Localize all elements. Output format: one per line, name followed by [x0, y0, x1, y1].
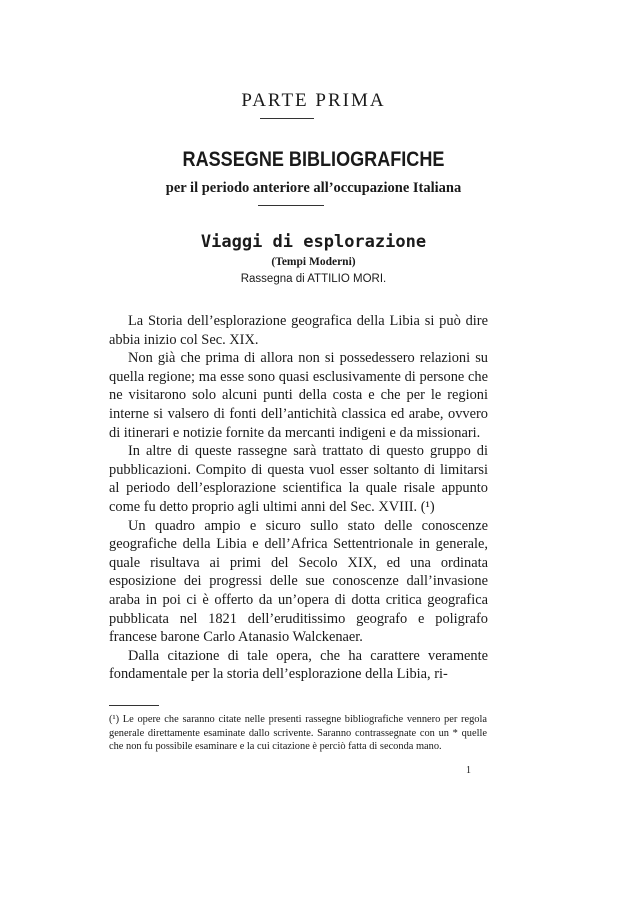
divider-rule: [258, 205, 324, 206]
main-subtitle: per il periodo anteriore all’occupazione Italiana: [165, 180, 462, 196]
part-title: PARTE PRIMA: [241, 90, 386, 111]
body-text: [109, 312, 488, 684]
main-title: RASSEGNE BIBLIOGRAFICHE: [182, 148, 445, 171]
footnote-divider: [109, 705, 159, 706]
paragraph: In altre di queste rassegne sarà trattato di questo gruppo di pubblicazioni. Compito di questa vuol esser soltanto di limitarsi al periodo dell’esplorazione scientifica la quale risale appunto come fu detto proprio agli ultimi anni del Sec. XVIII. (¹): [109, 443, 488, 515]
page-number: 1: [466, 765, 471, 776]
author-line: Rassegna di ATTILIO MORI.: [240, 273, 387, 285]
paragraph: Un quadro ampio e sicuro sullo stato delle conoscenze geografiche della Libia e dell’Africa Settentrionale in generale, quale risultava ai primi del Secolo XIX, ed una ordinata esposizione dei progressi delle sue conoscenze dall’invasione araba in poi ci è offerto da un’opera di dotta critica geografica pubblicata nel 1821 dell’eruditissimo geografo e poligrafo francese barone Carlo Atanasio Walckenaer.: [109, 517, 488, 646]
section-subtitle: (Tempi Moderni): [271, 256, 356, 268]
section-title: Viaggi di esplorazione: [200, 232, 427, 252]
paragraph: La Storia dell’esplorazione geografica della Libia si può dire abbia inizio col Sec. XIX.: [109, 313, 488, 348]
divider-rule: [260, 118, 314, 119]
paragraph: Non già che prima di allora non si possedessero relazioni su quella regione; ma esse sono quasi esclusivamente di persone che ne visitarono solo alcuni punti della costa e che per le regioni interne si valsero di fonti dell’antichità classica ed arabe, ovvero di itinerari e notizie fornite da mercanti indigeni e da missionari.: [109, 350, 488, 441]
paragraph: Dalla citazione di tale opera, che ha carattere veramente fondamentale per la storia dell’esplorazione della Libia, ri-: [109, 647, 488, 683]
footnote: (¹) Le opere che saranno citate nelle presenti rassegne bibliografiche vennero per regola generale direttamente esaminate dallo scrivente. Saranno contrassegnate con un * quelle che non fu possibile esaminare e la cui citazione è perciò fatta di seconda mano.: [109, 714, 487, 752]
